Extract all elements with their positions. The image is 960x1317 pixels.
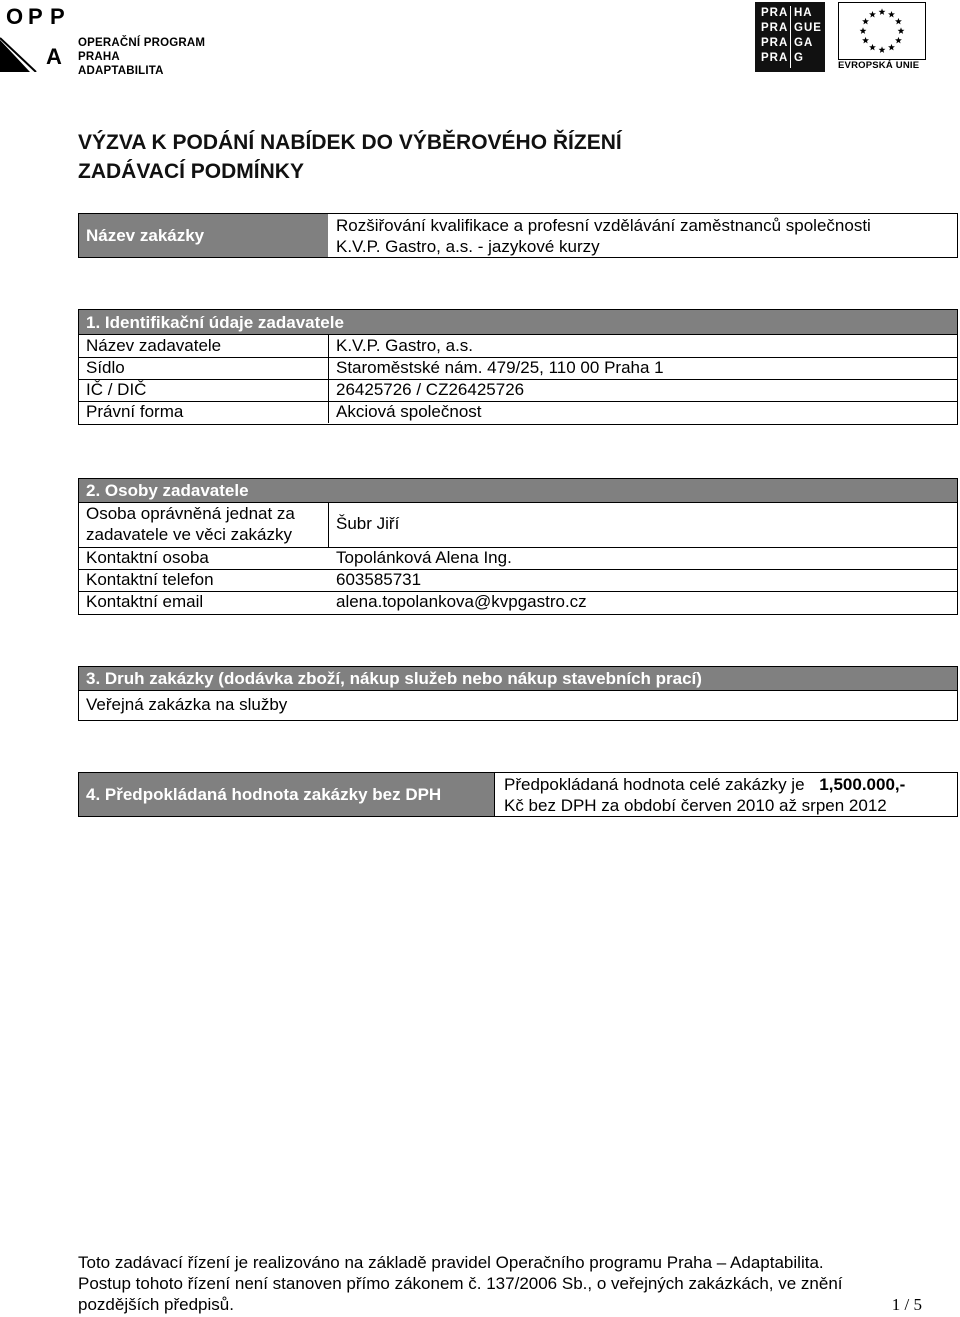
footer-line3: pozdějších předpisů. xyxy=(78,1295,234,1314)
eu-star-icon xyxy=(862,37,869,44)
section4-table xyxy=(78,772,958,817)
eu-logo xyxy=(838,2,928,72)
section4-heading-cell xyxy=(79,773,495,816)
section4-heading-text: 4. Předpokládaná hodnota zakázky bez DPH xyxy=(86,785,442,804)
estimated-value xyxy=(504,774,905,816)
footer-line1: Toto zadávací řízení je realizováno na základě pravidel Operačního programu Praha – Adaptabilita. xyxy=(78,1253,824,1272)
opp-letter-p1: P xyxy=(28,4,43,29)
contract-name-value xyxy=(336,215,871,257)
eu-star-icon xyxy=(879,46,886,53)
section2-rule1 xyxy=(79,547,957,548)
section2-heading-text: 2. Osoby zadavatele xyxy=(86,481,249,500)
opp-logo-mark xyxy=(6,2,68,68)
section2-table xyxy=(78,503,958,615)
title-line2: ZADÁVACÍ PODMÍNKY xyxy=(78,160,304,183)
praha-right-3: GA xyxy=(794,37,814,49)
contact-email-value: alena.topolankova@kvpgastro.cz xyxy=(336,592,587,611)
section1-rule3 xyxy=(79,401,957,402)
eu-star-icon xyxy=(895,18,902,25)
footer-line3-row xyxy=(78,1294,928,1315)
page-number: 1 / 5 xyxy=(891,1295,922,1314)
section1-table xyxy=(78,335,958,425)
authorized-person-value: Šubr Jiří xyxy=(336,514,400,533)
eu-star-icon xyxy=(862,18,869,25)
opp-title xyxy=(78,36,240,78)
opp-letter-o: O xyxy=(6,4,24,29)
praha-right-4: G xyxy=(794,52,804,64)
section2-heading xyxy=(78,478,958,503)
praha-right-1: HA xyxy=(794,7,813,19)
page-title xyxy=(78,128,622,186)
section3-heading xyxy=(78,666,958,691)
section1-heading xyxy=(78,309,958,335)
footer-note xyxy=(78,1252,928,1315)
section3-heading-text: 3. Druh zakázky (dodávka zboží, nákup služeb nebo nákup stavebních prací) xyxy=(86,669,702,688)
contract-name-label-cell xyxy=(79,214,328,257)
section3-table xyxy=(78,691,958,721)
praha-left-2: PRA xyxy=(761,22,789,34)
contact-phone-label: Kontaktní telefon xyxy=(86,570,214,589)
contact-phone-value: 603585731 xyxy=(336,570,422,589)
seat-value: Staroměstské nám. 479/25, 110 00 Praha 1 xyxy=(336,358,664,377)
title-line1: VÝZVA K PODÁNÍ NABÍDEK DO VÝBĚROVÉHO ŘÍZENÍ xyxy=(78,131,622,154)
praha-left-1: PRA xyxy=(761,7,789,19)
eu-star-icon xyxy=(888,44,895,51)
ico-dic-label: IČ / DIČ xyxy=(86,380,147,399)
eu-star-icon xyxy=(888,11,895,18)
eu-star-icon xyxy=(895,37,902,44)
eu-star-icon xyxy=(869,44,876,51)
eu-flag-icon xyxy=(838,2,926,60)
contact-person-value: Topolánková Alena Ing. xyxy=(336,548,512,567)
eu-stars-icon xyxy=(839,3,925,59)
opp-title-line1: OPERAČNÍ PROGRAM PRAHA xyxy=(78,37,206,63)
contact-email-label: Kontaktní email xyxy=(86,592,204,611)
estimated-value-amount: 1,500.000,- xyxy=(819,775,906,794)
estimated-value-line1 xyxy=(504,774,905,795)
contract-name-value-line1: Rozšiřování kvalifikace a profesní vzdělávání zaměstnanců společnosti xyxy=(336,216,871,235)
seat-label: Sídlo xyxy=(86,358,125,377)
section1-heading-text: 1. Identifikační údaje zadavatele xyxy=(86,313,344,332)
praha-left-3: PRA xyxy=(761,37,789,49)
praha-logo xyxy=(755,2,825,72)
footer-line2: Postup tohoto řízení není stanoven přímo zákonem č. 137/2006 Sb., o veřejných zakázkách, ve znění xyxy=(78,1274,843,1293)
eu-label: EVROPSKÁ UNIE xyxy=(838,60,920,71)
ico-dic-value: 26425726 / CZ26425726 xyxy=(336,380,525,399)
praha-left-4: PRA xyxy=(761,52,789,64)
estimated-value-text: Předpokládaná hodnota celé zakázky je xyxy=(504,775,805,794)
contract-name-value-line2: K.V.P. Gastro, a.s. - jazykové kurzy xyxy=(336,237,600,256)
estimated-value-line2: Kč bez DPH za období červen 2010 až srpen 2012 xyxy=(504,796,887,815)
eu-star-icon xyxy=(898,27,905,34)
contract-type-value: Veřejná zakázka na služby xyxy=(86,695,288,714)
authorized-person-label xyxy=(86,503,295,545)
contract-name-table xyxy=(78,213,958,258)
submitter-name-label: Název zadavatele xyxy=(86,336,222,355)
contract-name-label: Název zakázky xyxy=(86,226,205,245)
opp-letter-p2: P xyxy=(50,4,65,29)
eu-star-icon xyxy=(879,8,886,15)
eu-star-icon xyxy=(869,11,876,18)
authorized-person-label-line2: zadavatele ve věci zakázky xyxy=(86,525,292,544)
contact-person-label: Kontaktní osoba xyxy=(86,548,209,567)
opp-title-line2: ADAPTABILITA xyxy=(78,65,164,77)
opp-logo xyxy=(0,0,240,77)
legal-form-label: Právní forma xyxy=(86,402,184,421)
legal-form-value: Akciová společnost xyxy=(336,402,482,421)
praha-logo-divider xyxy=(790,6,791,68)
submitter-name-value: K.V.P. Gastro, a.s. xyxy=(336,336,474,355)
section2-divider xyxy=(328,503,329,547)
eu-star-icon xyxy=(860,27,867,34)
praha-right-2: GUE xyxy=(794,22,822,34)
authorized-person-label-line1: Osoba oprávněná jednat za xyxy=(86,504,295,523)
opp-letter-a: A xyxy=(46,44,62,69)
